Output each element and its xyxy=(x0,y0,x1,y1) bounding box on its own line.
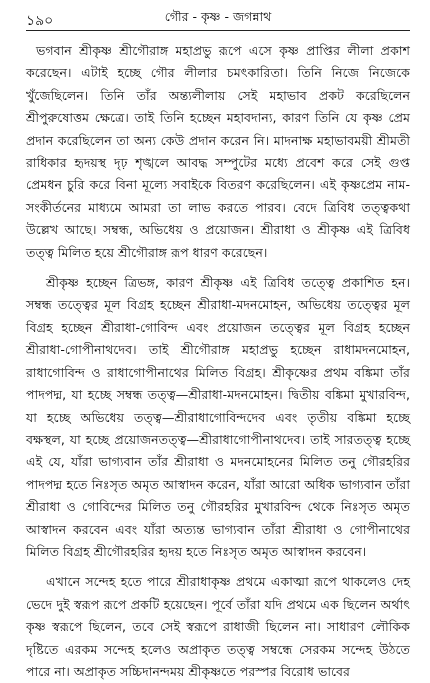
body-text xyxy=(26,40,410,683)
paragraph: ভগবান শ্রীকৃষ্ণ শ্রীগৌরাঙ্গ মহাপ্রভু রূপে এসে কৃষ্ণ প্রাপ্তির লীলা প্রকাশ করেছেন। এটাই হচ্ছে গৌর লীলার চমৎকারিতা। তিনি নিজে নিজেকে খুঁজেছিলেন। তিনি তাঁর অন্ত্যলীলায় সেই মহাভাব প্রকট করেছিলেন শ্রীপুরুষোত্তম ক্ষেত্রে। তাই তিনি হচ্ছেন মহাবদান্য, কারণ তিনি যে কৃষ্ণ প্রেম প্রদান করেছিলেন তা অন্য কেউ প্রদান করেন নি। মাদনাক্ষ মহাভাবময়ী শ্রীমতী রাধিকার হৃদয়স্থ দৃঢ় শৃঙ্খলে আবদ্ধ সম্পুটের মধ্যে প্রবেশ করে সেই গুপ্ত প্রেমধন চুরি করে বিনা মূল্যে সবাইকে বিতরণ করেছিলেন। এই কৃষ্ণপ্রেম নাম-সংকীর্তনের মাধ্যমে আমরা তা লাভ করতে পারব। বেদে ত্রিবিধ তত্ত্বকথা উল্লেখ আছে। সম্বন্ধ, অভিধেয় ও প্রয়োজন। শ্রীরাধা ও শ্রীকৃষ্ণ এই ত্রিবিধ তত্ত্ব মিলিত হয়ে শ্রীগৌরাঙ্গ রূপ ধারণ করেছেন। xyxy=(26,43,410,260)
page-number: ১৯০ xyxy=(26,13,54,29)
paragraph: শ্রীকৃষ্ণ হচ্ছেন ত্রিভঙ্গ, কারণ শ্রীকৃষ্ণ এই ত্রিবিধ তত্ত্বে প্রকাশিত হন। সম্বন্ধ তত্ত্বের মূল বিগ্রহ হচ্ছেন শ্রীরাধা-মদনমোহন, অভিধেয় তত্ত্বের মূল বিগ্রহ হচ্ছেন শ্রীরাধা-গোবিন্দ এবং প্রয়োজন তত্ত্বের মূল বিগ্রহ হচ্ছেন শ্রীরাধা-গোপীনাথদেব। তাই শ্রীগৌরাঙ্গ মহাপ্রভু হচ্ছেন রাধামদনমোহন, রাধাগোবিন্দ ও রাধাগোপীনাথের মিলিত বিগ্রহ। শ্রীকৃষ্ণের প্রথম বঙ্কিমা তাঁর পাদপদ্ম, যা হচ্ছে সম্বন্ধ তত্ত্ব—শ্রীরাধা-মদনমোহন। দ্বিতীয় বঙ্কিমা মুখারবিন্দ, যা হচ্ছে অভিধেয় তত্ত্ব—শ্রীরাধাগোবিন্দদেব এবং তৃতীয় বঙ্কিমা হচ্ছে বক্ষস্থল, যা হচ্ছে প্রয়োজনতত্ত্ব—শ্রীরাধাগোপীনাথদেব। তাই সারতত্ত্ব হচ্ছে এই যে, যাঁরা ভাগ্যবান তাঁর শ্রীরাধা ও মদনমোহনের মিলিত তনু গৌরহরির পাদপদ্ম হতে নিঃসৃত অমৃত আস্বাদন করেন, যাঁরা আরো অধিক ভাগ্যবান তাঁরা শ্রীরাধা ও গোবিন্দের মিলিত তনু গৌরহরির মুখারবিন্দ থেকে নিঃসৃত অমৃত আস্বাদন করবেন এবং যাঁরা অত্যন্ত ভাগ্যবান তাঁরা শ্রীরাধা ও গোপীনাথের মিলিত বিগ্রহ শ্রীগৌরহরির হৃদয় হতে নিঃসৃত অমৃত আস্বাদন করবেন। xyxy=(26,275,410,559)
paragraph: এখানে সন্দেহ হতে পারে শ্রীরাধাকৃষ্ণ প্রথমে একাত্মা রূপে থাকলেও দেহ ভেদে দুই স্বরূপ রূপে প্রকটি হয়েছেন। পূর্বে তাঁরা যদি প্রথমে এক ছিলেন অর্থাৎ কৃষ্ণ স্বরূপে ছিলেন, তবে সেই স্বরূপে রাধাজী ছিলেন না। সাধারণ লৌকিক দৃষ্টিতে এরকম সন্দেহ হলেও অপ্রাকৃত তত্ত্ব সম্বন্ধে সেরকম সন্দেহ উঠতে পারে না। অপ্রাকৃত সচ্চিদানন্দময় শ্রীকৃষ্ণতে পরস্পর বিরোধ ভাবের xyxy=(26,574,410,679)
running-title: গৌর - কৃষ্ণ - জগন্নাথ xyxy=(164,9,272,24)
page-header xyxy=(26,8,410,31)
